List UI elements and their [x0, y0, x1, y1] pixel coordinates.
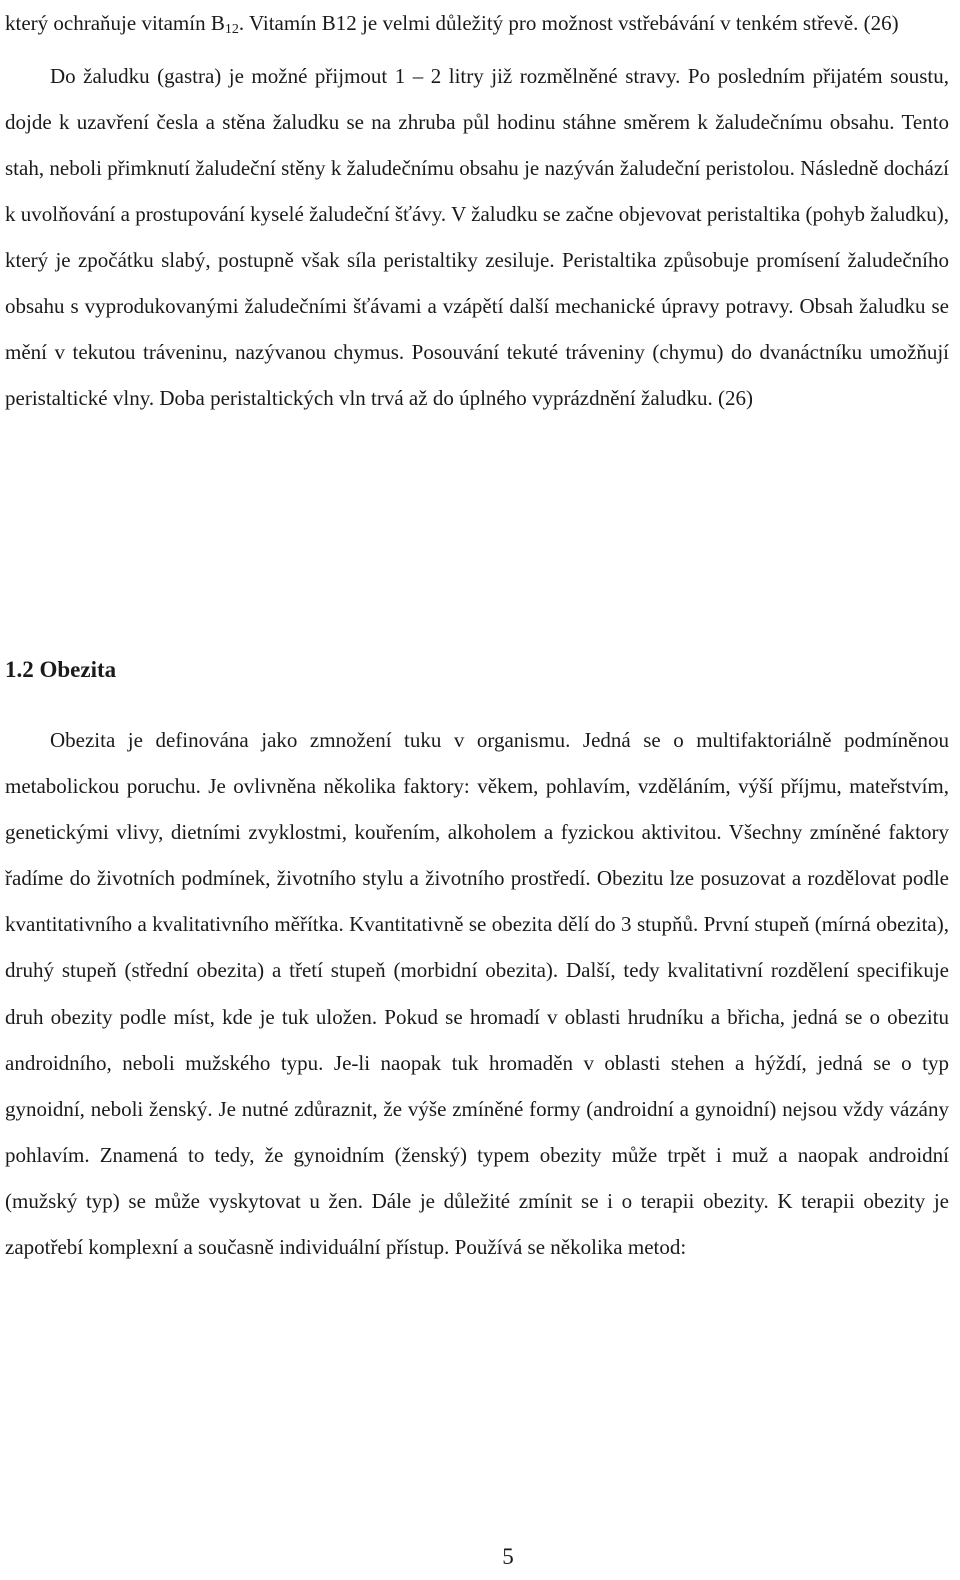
subscript: 12 [224, 22, 239, 37]
section-heading: 1.2 Obezita [5, 657, 117, 682]
body-text-top [5, 0, 949, 421]
paragraph-1-text-a: který ochraňuje vitamín B [5, 11, 225, 35]
paragraph-1-text-b: . Vitamín B12 je velmi důležitý pro možnost vstřebávání v tenkém střevě. (26) [238, 11, 899, 35]
body-text-bottom [5, 717, 949, 1270]
paragraph-1 [5, 0, 949, 53]
paragraph-3: Obezita je definována jako zmnožení tuku v organismu. Jedná se o multifaktoriálně podmíněnou metabolickou poruchu. Je ovlivněna několika faktory: věkem, pohlavím, vzděláním, výší příjmu, mateřstvím, genetickými vlivy, dietními zvyklostmi, kouřením, alkoholem a fyzickou aktivitou. Všechny zmíněné faktory řadíme do životních podmínek, životního stylu a životního prostředí. Obezitu lze posuzovat a rozdělovat podle kvantitativního a kvalitativního měřítka. Kvantitativně se obezita dělí do 3 stupňů. První stupeň (mírná obezita), druhý stupeň (střední obezita) a třetí stupeň (morbidní obezita). Další, tedy kvalitativní rozdělení specifikuje druh obezity podle míst, kde je tuk uložen. Pokud se hromadí v oblasti hrudníku a břicha, jedná se o obezitu androidního, neboli mužského typu. Je-li naopak tuk hromaděn v oblasti stehen a hýždí, jedná se o typ gynoidní, neboli ženský. Je nutné zdůraznit, že výše zmíněné formy (androidní a gynoidní) nejsou vždy vázány pohlavím. Znamená to tedy, že gynoidním (ženský) typem obezity může trpět i muž a naopak androidní (mužský typ) se může vyskytovat u žen. Dále je důležité zmínit se i o terapii obezity. K terapii obezity je zapotřebí komplexní a současně individuální přístup. Používá se několika metod: [5, 728, 949, 1260]
page-number: 5 [502, 1544, 514, 1569]
paragraph-2: Do žaludku (gastra) je možné přijmout 1 – 2 litry již rozmělněné stravy. Po posledním přijatém soustu, dojde k uzavření česla a stěna žaludku se na zhruba půl hodinu stáhne směrem k žaludečnímu obsahu. Tento stah, neboli přimknutí žaludeční stěny k žaludečnímu obsahu je nazýván žaludeční peristolou. Následně dochází k uvolňování a prostupování kyselé žaludeční šťávy. V žaludku se začne objevovat peristaltika (pohyb žaludku), který je zpočátku slabý, postupně však síla peristaltiky zesiluje. Peristaltika způsobuje promísení žaludečního obsahu s vyprodukovanými žaludečními šťávami a vzápětí další mechanické úpravy potravy. Obsah žaludku se mění v tekutou tráveninu, nazývanou chymus. Posouvání tekuté tráveniny (chymu) do dvanáctníku umožňují peristaltické vlny. Doba peristaltických vln trvá až do úplného vyprázdnění žaludku. (26) [5, 64, 949, 410]
